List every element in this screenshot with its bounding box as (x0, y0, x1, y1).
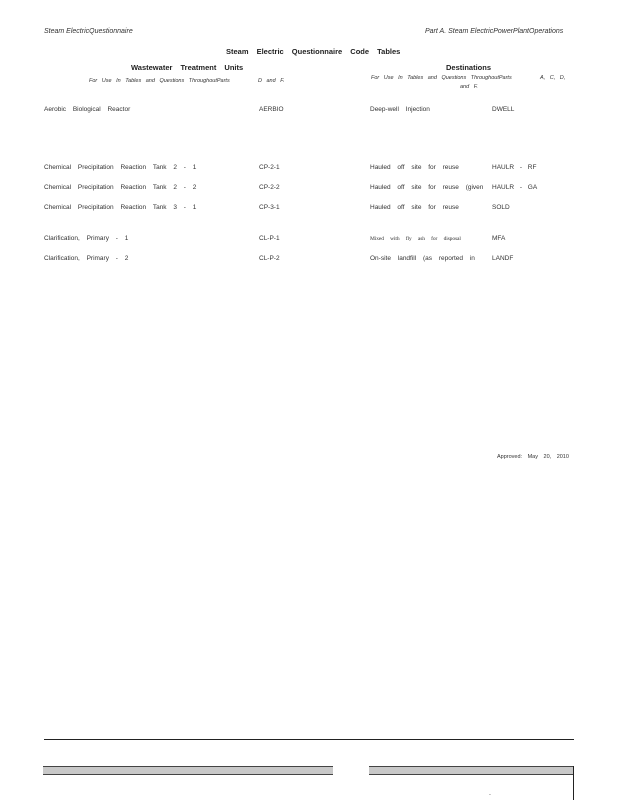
wastewater-subheading-parts: D and F. (258, 78, 285, 84)
destination-name: Deep-well Injection (370, 106, 430, 113)
treatment-name: Clarification, Primary - 1 (44, 235, 129, 242)
destinations-subheading: For Use In Tables and Questions ThroughoutParts (371, 75, 512, 81)
treatment-code: AERBIO (259, 106, 284, 113)
destination-code: MFA (492, 235, 506, 242)
footer-rule (44, 739, 574, 740)
treatment-name: Aerobic Biological Reactor (44, 106, 131, 113)
running-header-right: Part A. Steam ElectricPowerPlantOperations (425, 28, 564, 35)
destination-code: HAULR - GA (492, 184, 538, 191)
treatment-code: CL-P-2 (259, 255, 280, 262)
treatment-name: Clarification, Primary - 2 (44, 255, 129, 262)
destination-name: Hauled off site for reuse (370, 204, 459, 211)
page-title: Steam Electric Questionnaire Code Tables (226, 47, 401, 56)
destination-code: HAULR - RF (492, 164, 537, 171)
destination-name: On-site landfill (as reported in (370, 255, 475, 262)
destination-name: Hauled off site for reuse (given (370, 184, 484, 191)
destination-name: Hauled off site for reuse (370, 164, 459, 171)
destination-code: DWELL (492, 106, 515, 113)
footer-vertical-rule (573, 766, 574, 800)
wastewater-subheading: For Use In Tables and Questions ThroughoutParts (89, 78, 230, 84)
treatment-name: Chemical Precipitation Reaction Tank 2 - 1 (44, 164, 197, 171)
destination-name: Mixed with fly ash for disposal (370, 236, 461, 242)
treatment-code: CL-P-1 (259, 235, 280, 242)
running-header-left: Steam ElectricQuestionnaire (44, 28, 133, 35)
footer-dot: . (489, 790, 491, 797)
destinations-heading: Destinations (446, 63, 492, 72)
destinations-subheading-parts: A, C, D, (540, 75, 566, 81)
footer-bar-right (369, 766, 574, 775)
treatment-code: CP-2-2 (259, 184, 280, 191)
wastewater-heading: Wastewater Treatment Units (131, 63, 244, 72)
treatment-code: CP-3-1 (259, 204, 280, 211)
destination-code: SOLD (492, 204, 510, 211)
treatment-code: CP-2-1 (259, 164, 280, 171)
treatment-name: Chemical Precipitation Reaction Tank 2 - 2 (44, 184, 197, 191)
approval-date: Approved: May 20, 2010 (497, 454, 569, 460)
destinations-subheading-tail: and F. (460, 84, 478, 90)
treatment-name: Chemical Precipitation Reaction Tank 3 - 1 (44, 204, 197, 211)
destination-code: LANDF (492, 255, 514, 262)
footer-bar-left (43, 766, 333, 775)
